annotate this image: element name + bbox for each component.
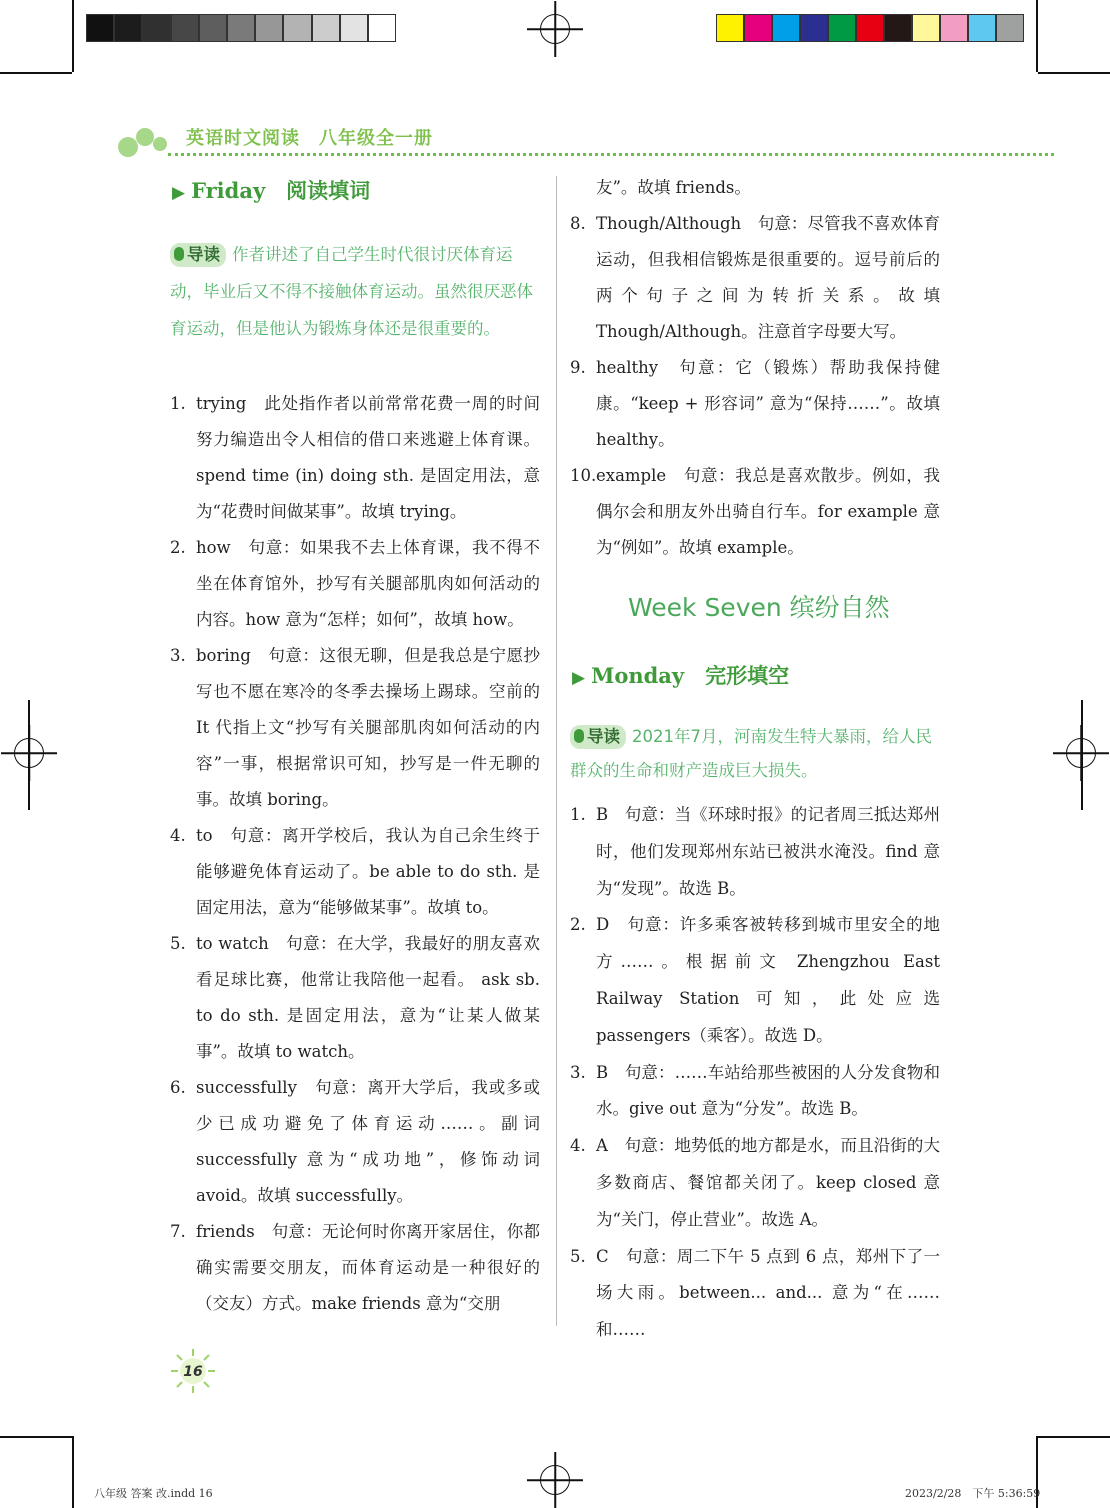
color-swatch — [940, 14, 968, 42]
color-swatch — [912, 14, 940, 42]
color-swatch — [114, 14, 142, 42]
crop-mark — [1038, 1436, 1110, 1438]
microphone-icon — [174, 247, 184, 261]
list-item — [570, 907, 940, 1054]
item-number: 1. — [170, 394, 186, 413]
color-swatch — [255, 14, 283, 42]
color-swatch — [283, 14, 311, 42]
item-number: 7. — [170, 1222, 186, 1241]
item-text: B 句意：当《环球时报》的记者周三抵达郑州时，他们发现郑州东站已被洪水淹没。find 意为“发现”。故选 B。 — [596, 805, 940, 898]
page-number: 16 — [183, 1364, 203, 1380]
color-swatch — [800, 14, 828, 42]
crop-mark — [0, 72, 72, 74]
color-swatch — [312, 14, 340, 42]
item-number: 10. — [570, 466, 597, 485]
color-swatch — [171, 14, 199, 42]
crop-mark — [0, 1436, 72, 1438]
item-number: 3. — [570, 1062, 586, 1082]
footer-right: 2023/2/28 下午 5:36:59 — [905, 1487, 1041, 1500]
list-item — [170, 818, 540, 926]
list-item — [570, 797, 940, 907]
item-text: friends 句意：无论何时你离开家居住，你都确实需要交朋友，而体育运动是一种很好的（交友）方式。make friends 意为“交朋 — [196, 1222, 540, 1313]
guide-tag: 导读 — [170, 243, 226, 267]
list-item — [170, 1214, 540, 1322]
item-text: trying 此处指作者以前常常花费一周的时间努力编造出令人相信的借口来逃避上体育课。spend time (in) doing sth. 是固定用法，意为“花费时间做某事”。故填 trying。 — [196, 394, 540, 521]
item-text: boring 句意：这很无聊，但是我总是宁愿抄写也不愿在寒冷的冬季去操场上踢球。空前的 It 代指上文“抄写有关腿部肌肉如何活动的内容”一事，根据常识可知，抄写是一件无聊的事。故填 boring。 — [196, 646, 540, 809]
crop-mark — [72, 1436, 74, 1508]
crop-mark — [1038, 72, 1110, 74]
item-number: 3. — [170, 646, 186, 665]
right-column — [570, 170, 940, 566]
item-text: healthy 句意：它（锻炼）帮助我保持健康。“keep + 形容词” 意为“保持……”。故填 healthy。 — [596, 358, 940, 449]
column-divider — [556, 176, 557, 1326]
list-item — [170, 926, 540, 1070]
item-number: 4. — [170, 826, 186, 845]
item-number: 4. — [570, 1136, 586, 1156]
crop-mark — [72, 0, 74, 72]
list-item — [170, 1070, 540, 1214]
page-number-badge — [170, 1348, 216, 1394]
item-number: 8. — [570, 214, 586, 233]
color-swatch — [856, 14, 884, 42]
color-swatch — [884, 14, 912, 42]
item-text: Though/Although 句意：尽管我不喜欢体育运动，但我相信锻炼是很重要的。逗号前后的两个句子之间为转折关系。故填 Though/Although。注意首字母要大写。 — [596, 214, 940, 341]
friday-answer-list — [170, 386, 540, 1322]
monday-answer-list — [570, 797, 940, 1349]
color-swatch — [86, 14, 114, 42]
list-item — [570, 1128, 940, 1238]
friday-guide-text: 作者讲述了自己学生时代很讨厌体育运动，毕业后又不得不接触体育运动。虽然很厌恶体育运动，但是他认为锻炼身体还是很重要的。 — [170, 245, 533, 338]
registration-mark-icon — [540, 1465, 570, 1495]
right-answer-list — [570, 206, 940, 566]
list-item — [570, 458, 940, 566]
list-item — [570, 350, 940, 458]
list-item — [170, 638, 540, 818]
item-number: 9. — [570, 358, 586, 377]
triangle-icon: ▶ — [172, 183, 186, 203]
week-title: Week Seven 缤纷自然 — [628, 593, 890, 622]
color-swatch — [142, 14, 170, 42]
color-swatch — [772, 14, 800, 42]
color-swatch — [340, 14, 368, 42]
continuation-text: 友”。故填 friends。 — [596, 178, 751, 197]
color-swatch — [716, 14, 744, 42]
list-item — [170, 386, 540, 530]
registration-mark-icon — [540, 14, 570, 44]
list-item — [570, 1055, 940, 1129]
item-text: to 句意：离开学校后，我认为自己余生终于能够避免体育运动了。be able to do sth. 是固定用法，意为“能够做某事”。故填 to。 — [196, 826, 540, 917]
monday-guide-text: 2021年7月，河南发生特大暴雨，给人民群众的生命和财产造成巨大损失。 — [570, 727, 932, 780]
item-number: 2. — [170, 538, 186, 557]
color-swatch — [744, 14, 772, 42]
item-text: how 句意：如果我不去上体育课，我不得不坐在体育馆外，抄写有关腿部肌肉如何活动的内容。how 意为“怎样；如何”，故填 how。 — [196, 538, 540, 629]
crop-mark — [1036, 0, 1038, 72]
triangle-icon: ▶ — [572, 668, 586, 688]
registration-mark-icon — [14, 738, 44, 768]
item-text: successfully 句意：离开大学后，我或多或少已成功避免了体育运动……。副词 successfully 意为“成功地”，修饰动词 avoid。故填 successfully。 — [196, 1078, 540, 1205]
item-text: to watch 句意：在大学，我最好的朋友喜欢看足球比赛，他常让我陪他一起看。 ask sb. to do sth. 是固定用法，意为“让某人做某事”。故填 to watch。 — [196, 934, 540, 1061]
color-swatch — [199, 14, 227, 42]
item-number: 2. — [570, 915, 586, 935]
header-dot-icon — [153, 137, 167, 151]
item-text: C 句意：周二下午 5 点到 6 点，郑州下了一场大雨。between... and... 意为“在……和…… — [596, 1246, 940, 1340]
guide-tag: 导读 — [570, 725, 626, 749]
color-swatch — [828, 14, 856, 42]
item-text: D 句意：许多乘客被转移到城市里安全的地方……。根据前文 Zhengzhou East Railway Station 可知，此处应选 passengers（乘客）。故选 D。 — [596, 915, 940, 1045]
color-swatch — [368, 14, 396, 42]
item-number: 5. — [570, 1246, 586, 1266]
monday-heading: ▶ Monday 完形填空 — [572, 663, 790, 688]
microphone-icon — [574, 729, 584, 743]
friday-heading: ▶ Friday 阅读填词 — [172, 178, 371, 203]
item-number: 6. — [170, 1078, 186, 1097]
list-item — [570, 206, 940, 350]
list-item — [570, 1239, 940, 1349]
item-number: 5. — [170, 934, 186, 953]
list-item — [170, 530, 540, 638]
color-swatch — [968, 14, 996, 42]
header-dot-icon — [136, 128, 154, 146]
item-text: B 句意：……车站给那些被困的人分发食物和水。give out 意为“分发”。故选 B。 — [596, 1062, 940, 1119]
color-swatch — [227, 14, 255, 42]
monday-guide — [570, 720, 942, 788]
header-divider — [168, 153, 1054, 156]
item-number: 1. — [570, 805, 586, 824]
registration-mark-icon — [1066, 738, 1096, 768]
color-swatch — [996, 14, 1024, 42]
header-title: 英语时文阅读 八年级全一册 — [186, 128, 433, 149]
item-text: example 句意：我总是喜欢散步。例如，我偶尔会和朋友外出骑自行车。for example 意为“例如”。故填 example。 — [596, 466, 940, 557]
friday-guide — [170, 236, 542, 347]
footer-left: 八年级 答案 改.indd 16 — [94, 1487, 213, 1500]
header-dot-icon — [118, 137, 138, 157]
item-text: A 句意：地势低的地方都是水，而且沿街的大多数商店、餐馆都关闭了。keep closed 意为“关门，停止营业”。故选 A。 — [596, 1136, 940, 1229]
